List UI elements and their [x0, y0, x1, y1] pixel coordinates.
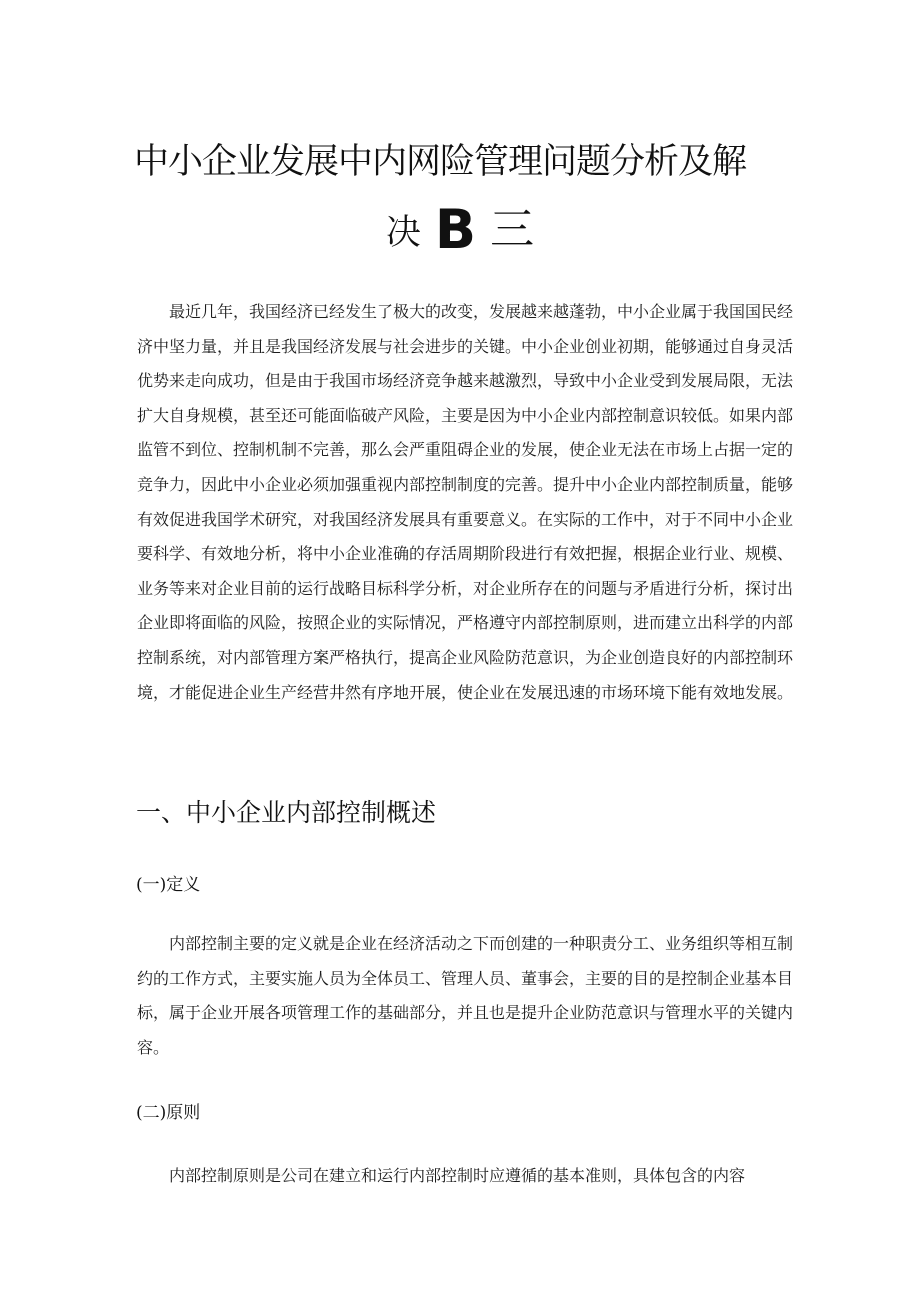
- subsection-heading-principles: (二)原则: [136, 1103, 201, 1123]
- document-title-line-2: [0, 200, 920, 263]
- definition-paragraph: 内部控制主要的定义就是企业在经济活动之下而创建的一种职责分工、业务组织等相互制约的工作方式，主要实施人员为全体员工、管理人员、董事会，主要的目的是控制企业基本目标，属于企业开展各项管理工作的基础部分，并且也是提升企业防范意识与管理水平的关键内容。: [137, 934, 794, 1057]
- section-heading-overview: 一、中小企业内部控制概述: [136, 798, 437, 827]
- title-fragment-b: B: [434, 198, 477, 261]
- document-title-line-1: 中小企业发展中内网险管理问题分析及解: [134, 142, 747, 182]
- title-fragment-jue: 决: [385, 213, 421, 253]
- title-fragment-san: 三: [490, 204, 535, 255]
- intro-paragraph: 最近几年，我国经济已经发生了极大的改变，发展越来越蓬勃，中小企业属于我国国民经济中坚力量，并且是我国经济发展与社会进步的关键。中小企业创业初期，能够通过自身灵活优势来走向成功，但是由于我国市场经济竞争越来越激烈，导致中小企业受到发展局限，无法扩大自身规模，甚至还可能面临破产风险，主要是因为中小企业内部控制意识较低。如果内部监管不到位、控制机制不完善，那么会严重阻碍企业的发展，使企业无法在市场上占据一定的竞争力，因此中小企业必须加强重视内部控制制度的完善。提升中小企业内部控制质量，能够有效促进我国学术研究，对我国经济发展具有重要意义。在实际的工作中，对于不同中小企业要科学、有效地分析，将中小企业准确的存活周期阶段进行有效把握，根据企业行业、规模、业务等来对企业目前的运行战略目标科学分析，对企业所存在的问题与矛盾进行分析，探讨出企业即将面临的风险，按照企业的实际情况，严格遵守内部控制原则，进而建立出科学的内部控制系统，对内部管理方案严格执行，提高企业风险防范意识，为企业创造良好的内部控制环境，才能促进企业生产经营井然有序地开展，使企业在发展迅速的市场环境下能有效地发展。: [137, 302, 794, 702]
- principles-paragraph: 内部控制原则是公司在建立和运行内部控制时应遵循的基本准则，具体包含的内容: [169, 1166, 746, 1185]
- subsection-heading-definition: (一)定义: [136, 875, 201, 895]
